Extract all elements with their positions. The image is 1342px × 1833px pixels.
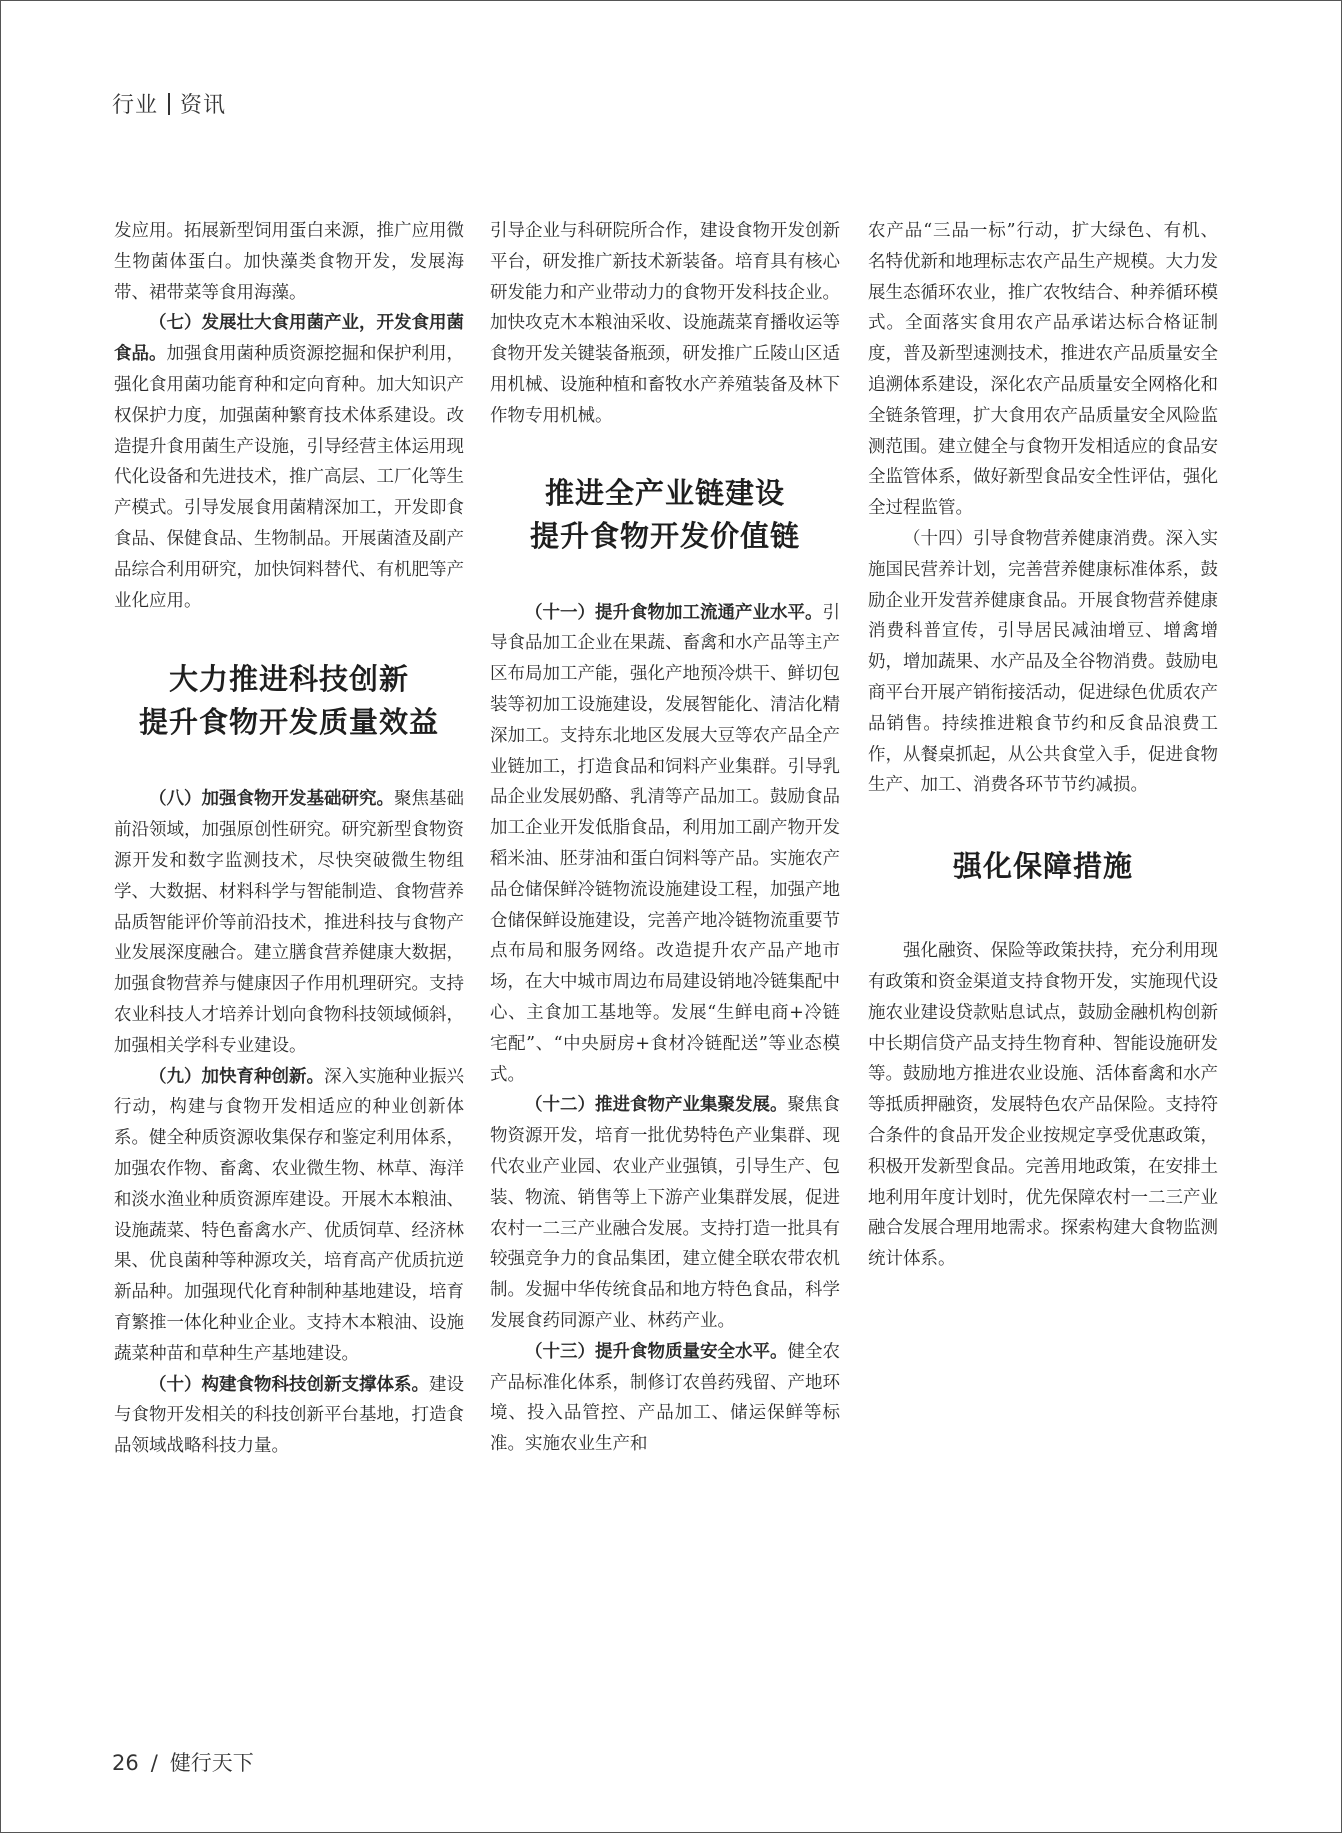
paragraph-14-title: （十四）引导食物营养健康消费。 [903,528,1166,549]
footer-separator: / [150,1751,158,1775]
paragraph-final: 强化融资、保险等政策扶持，充分利用现有政策和资金渠道支持食物开发，实施现代设施农业建设贷款贴息试点，鼓励金融机构创新中长期信贷产品支持生物育种、智能设施研发等。鼓励地方推进农业设施、活体畜禽和水产等抵质押融资，发展特色农产品保险。支持符合条件的食品开发企业按规定享受优惠政策，积极开发新型食品。完善用地政策，在安排土地利用年度计划时，优先保障农村一二三产业融合发展合理用地需求。探索构建大食物监测统计体系。 [868,941,1218,1270]
page-footer [112,1747,254,1777]
paragraph-14 [868,524,1218,801]
paragraph-8-body: 聚焦基础前沿领域，加强原创性研究。研究新型食物资源开发和数字监测技术，尽快突破微生物组学、大数据、材料科学与智能制造、食物营养品质智能评价等前沿技术，推进科技与食物产业发展深度融合。建立膳食营养健康大数据，加强食物营养与健康因子作用机理研究。支持农业科技人才培养计划向食物科技领域倾斜，加强相关学科专业建设。 [114,789,464,1056]
header-subsection: 资讯 [180,93,227,118]
column-3 [868,216,1218,1275]
column-1 [114,216,464,1462]
paragraph-13 [490,1337,840,1460]
paragraph-12 [490,1090,840,1336]
heading-line-1: 大力推进科技创新 [168,662,409,697]
paragraph-8-title: （八）加强食物开发基础研究。 [149,789,394,810]
header-section: 行业 [112,93,159,118]
header-divider [168,93,170,115]
column-2 [490,216,840,1460]
paragraph-9-body: 深入实施种业振兴行动，构建与食物开发相适应的种业创新体系。健全种质资源收集保存和鉴定利用体系，加强农作物、畜禽、农业微生物、林草、海洋和淡水渔业种质资源库建设。开展木本粮油、设施蔬菜、特色畜禽水产、优质饲草、经济林果、优良菌种等种源攻关，培育高产优质抗逆新品种。加强现代化育种制种基地建设，培育育繁推一体化种业企业。支持木本粮油、设施蔬菜种苗和草种生产基地建设。 [114,1066,464,1364]
paragraph-12-body: 聚焦食物资源开发，培育一批优势特色产业集群、现代农业产业园、农业产业强镇，引导生产、包装、物流、销售等上下游产业集群发展，促进农村一二三产业融合发展。支持打造一批具有较强竞争力的食品集团，建立健全联农带农机制。发掘中华传统食品和地方特色食品，科学发展食药同源产业、林药产业。 [490,1095,840,1331]
heading-line-2: 提升食物开发价值链 [529,518,800,553]
paragraph-11 [490,598,840,1091]
paragraph-14-body: 深入实施国民营养计划，完善营养健康标准体系，鼓励企业开发营养健康食品。开展食物营养健康消费科普宣传，引导居民减油增豆、增禽增奶，增加蔬果、水产品及全谷物消费。鼓励电商平台开展产销衔接活动，促进绿色优质农产品销售。持续推进粮食节约和反食品浪费工作，从餐桌抓起，从公共食堂入手，促进食物生产、加工、消费各环节节约减损。 [868,528,1218,796]
paragraph-13-title: （十三）提升食物质量安全水平。 [525,1341,788,1362]
paragraph: 发应用。拓展新型饲用蛋白来源，推广应用微生物菌体蛋白。加快藻类食物开发，发展海带、裙带菜等食用海藻。 [114,221,464,303]
paragraph-11-body: 引导食品加工企业在果蔬、畜禽和水产品等主产区布局加工产能，强化产地预冷烘干、鲜切包装等初加工设施建设，发展智能化、清洁化精深加工。支持东北地区发展大豆等农产品全产业链加工，打造食品和饲料产业集群。引导乳品企业发展奶酪、乳清等产品加工。鼓励食品加工企业开发低脂食品，利用加工副产物开发稻米油、胚芽油和蛋白饲料等产品。实施农产品仓储保鲜冷链物流设施建设工程，加强产地仓储保鲜设施建设，完善产地冷链物流重要节点布局和服务网络。改造提升农产品产地市场，在大中城市周边布局建设销地冷链集配中心、主食加工基地等。发展“生鲜电商+冷链宅配”、“中央厨房+食材冷链配送”等业态模式。 [490,602,840,1085]
paragraph-11-title: （十一）提升食物加工流通产业水平。 [525,602,823,623]
paragraph-7 [114,308,464,616]
section-heading-chain [490,472,840,558]
page-number: 26 [112,1751,139,1775]
paragraph: 农产品“三品一标”行动，扩大绿色、有机、名特优新和地理标志农产品生产规模。大力发展生态循环农业，推广农牧结合、种养循环模式。全面落实食用农产品承诺达标合格证制度，普及新型速测技术，推进农产品质量安全追溯体系建设，深化农产品质量安全网格化和全链条管理，扩大食用农产品质量安全风险监测范围。建立健全与食物开发相适应的食品安全监管体系，做好新型食品安全性评估，强化全过程监管。 [868,221,1218,519]
paragraph-7-title: （七）发展壮大食用菌产业，开发食用菌食品。 [114,313,464,365]
paragraph: 引导企业与科研院所合作，建设食物开发创新平台，研发推广新技术新装备。培育具有核心研发能力和产业带动力的食物开发科技企业。加快攻克木本粮油采收、设施蔬菜育播收运等食物开发关键装备瓶颈，研发推广丘陵山区适用机械、设施种植和畜牧水产养殖装备及林下作物专用机械。 [490,221,840,426]
heading-line-1: 推进全产业链建设 [544,475,785,510]
paragraph-10-body: 建设与食物开发相关的科技创新平台基地，打造食品领域战略科技力量。 [114,1374,464,1457]
paragraph-9-title: （九）加快育种创新。 [149,1066,324,1087]
paragraph-12-title: （十二）推进食物产业集聚发展。 [525,1095,788,1116]
paragraph-10-title: （十）构建食物科技创新支撑体系。 [149,1374,429,1395]
heading-line-2: 提升食物开发质量效益 [138,705,439,740]
page-header [112,88,226,119]
paragraph-7-body: 加强食用菌种质资源挖掘和保护利用，强化食用菌功能育种和定向育种。加大知识产权保护力度，加强菌种繁育技术体系建设。改造提升食用菌生产设施，引导经营主体运用现代化设备和先进技术，推广高层、工厂化等生产模式。引导发展食用菌精深加工，开发即食食品、保健食品、生物制品。开展菌渣及副产品综合利用研究，加快饲料替代、有机肥等产业化应用。 [114,344,464,611]
paragraph-9 [114,1062,464,1370]
paragraph-10 [114,1370,464,1462]
paragraph-13-body: 健全农产品标准化体系，制修订农兽药残留、产地环境、投入品管控、产品加工、储运保鲜等标准。实施农业生产和 [490,1341,840,1455]
magazine-name: 健行天下 [169,1751,254,1775]
paragraph-8 [114,784,464,1061]
section-heading-tech [114,658,464,744]
section-heading-guarantee: 强化保障措施 [952,849,1133,884]
